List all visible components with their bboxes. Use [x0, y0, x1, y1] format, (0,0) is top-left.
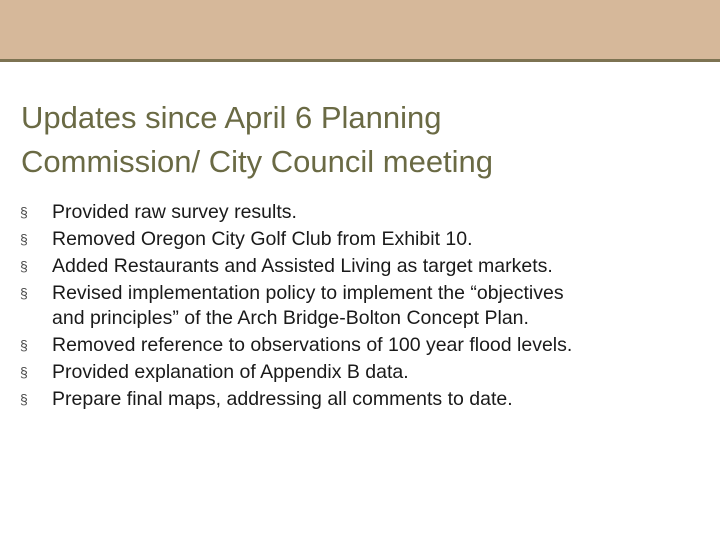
bullet-item-implementation-policy [20, 281, 700, 331]
slide-title [21, 96, 691, 184]
top-decorative-band [0, 0, 720, 59]
bullet-square-icon: § [20, 231, 28, 247]
bullet-square-icon: § [20, 285, 28, 301]
bullet-text [52, 333, 700, 358]
bullet-text [52, 227, 700, 252]
bullet-square-icon: § [20, 337, 28, 353]
bullet-text [52, 254, 700, 279]
bullet-item-appendix-b [20, 360, 700, 385]
bullet-square-icon: § [20, 364, 28, 380]
bullet-square-icon: § [20, 258, 28, 274]
bullet-item-flood-levels [20, 333, 700, 358]
bullet-text [52, 387, 700, 412]
bullet-text-line: Added Restaurants and Assisted Living as target markets. [52, 255, 553, 277]
bullet-text-line-2: and principles” of the Arch Bridge-Bolton Concept Plan. [52, 307, 529, 329]
bullet-square-icon: § [20, 204, 28, 220]
top-divider-line [0, 59, 720, 62]
slide-title-line-2: Commission/ City Council meeting [21, 144, 494, 179]
bullet-text-line: Provided explanation of Appendix B data. [52, 361, 409, 383]
bullet-item-final-maps [20, 387, 700, 412]
bullet-item-raw-survey [20, 200, 700, 225]
bullet-text [52, 360, 700, 385]
bullet-text-line: Prepare final maps, addressing all comments to date. [52, 388, 513, 410]
slide-title-line-1: Updates since April 6 Planning [21, 100, 442, 135]
bullet-square-icon: § [20, 391, 28, 407]
bullet-text-line: Removed Oregon City Golf Club from Exhibit 10. [52, 228, 473, 250]
bullet-text [52, 200, 700, 225]
bullet-list [20, 200, 700, 414]
bullet-item-golf-club [20, 227, 700, 252]
bullet-item-target-markets [20, 254, 700, 279]
bullet-text-line: Removed reference to observations of 100 year flood levels. [52, 334, 573, 356]
bullet-text-line: Provided raw survey results. [52, 201, 297, 223]
bullet-text [52, 281, 700, 331]
bullet-text-line-1: Revised implementation policy to implement the “objectives [52, 282, 564, 304]
